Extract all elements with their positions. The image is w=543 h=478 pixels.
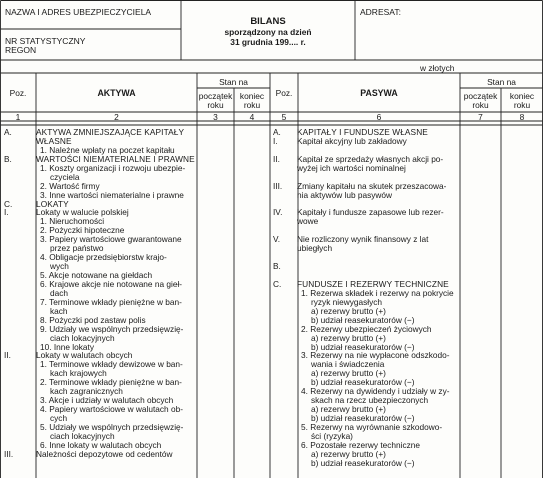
aktywa_rows-row-text: WARTOŚCI NIEMATERIALNE I PRAWNE	[36, 153, 195, 164]
pasywa_rows-row-text: 5. Rezerwy na wyrównanie szkodowo-	[301, 421, 443, 432]
pasywa_rows-row-text: Kapitał ze sprzedaży własnych akcji po-	[297, 153, 444, 164]
column-number-5: 5	[281, 112, 287, 122]
aktywa_rows-row-text: ciach lokacyjnych	[50, 332, 115, 343]
pasywa_rows-row-text: a) rezerwy brutto (+)	[311, 404, 386, 415]
aktywa-start-year-header-1: początek	[198, 91, 233, 101]
pasywa_rows-row-text: wowe	[297, 216, 319, 227]
pasywa_rows-row-text: b) udział reasekuratorów (−)	[311, 377, 415, 388]
aktywa_rows-row-text: 3. Akcje i udziały w walutach obcych	[40, 395, 174, 406]
pasywa_rows-row-text: b) udział reasekuratorów (−)	[311, 457, 415, 468]
column-number-1: 1	[15, 112, 21, 122]
pasywa-poz-header: Poz.	[275, 88, 293, 98]
aktywa_rows-row-text: WŁASNE	[36, 135, 72, 146]
pasywa_rows-row-text: wyżej ich wartości nominalnej	[297, 162, 406, 173]
pasywa_rows-row	[273, 137, 460, 146]
aktywa_rows-row	[4, 191, 197, 200]
aktywa-stan-na-header: Stan na	[219, 77, 248, 87]
aktywa_rows-row-text: 8. Pożyczki pod zastaw polis	[40, 314, 146, 325]
column-number-3: 3	[213, 112, 218, 122]
aktywa_rows-row-text: LOKATY	[36, 198, 69, 209]
aktywa_rows-row-text: dach	[50, 287, 68, 298]
aktywa_rows-row-label: B.	[4, 153, 12, 164]
aktywa_rows-row-label: C.	[4, 198, 13, 209]
pasywa_rows-row-label: C.	[273, 278, 282, 289]
pasywa_rows-row-label: I.	[273, 135, 278, 146]
pasywa_rows-row-text: a) rezerwy brutto (+)	[311, 305, 386, 316]
aktywa_rows-row-text: AKTYWA ZMNIEJSZAJĄCE KAPITAŁY	[36, 127, 185, 137]
aktywa_rows-row	[4, 128, 197, 137]
aktywa-items	[4, 128, 197, 459]
aktywa_rows-row-text: 1. Koszty organizacji i rozwoju ubezpie-	[40, 162, 186, 173]
aktywa-poz-header: Poz.	[9, 88, 27, 98]
insurer-name-address-label: NAZWA I ADRES UBEZPIECZYCIELA	[5, 7, 152, 17]
pasywa_rows-row-text: Nie rozliczony wynik finansowy z lat	[297, 234, 429, 245]
pasywa_rows-row-label: III.	[273, 180, 283, 191]
pasywa-start-year-header-1: początek	[463, 91, 498, 101]
aktywa-header: AKTYWA	[97, 88, 136, 98]
pasywa-items	[273, 128, 460, 468]
pasywa_rows-row-label: II.	[273, 153, 280, 164]
pasywa_rows-row-text: a) rezerwy brutto (+)	[311, 448, 386, 459]
aktywa_rows-row-text: czyciela	[50, 171, 80, 182]
aktywa_rows-row-text: Lokaty w walucie polskiej	[36, 207, 129, 218]
pasywa_rows-row-text: a) rezerwy brutto (+)	[311, 368, 386, 379]
aktywa_rows-row-text: 6. Inne lokaty w walutach obcych	[40, 439, 162, 450]
aktywa_rows-row	[4, 334, 197, 343]
aktywa_rows-row-text: wych	[50, 261, 69, 272]
aktywa_rows-row	[4, 164, 197, 173]
aktywa_rows-row-text: 9. Udziały we wspólnych przedsięwzię-	[40, 323, 184, 334]
aktywa_rows-row-text: 5. Akcje notowane na giełdach	[40, 270, 153, 280]
pasywa_rows-row-text: KAPITAŁY I FUNDUSZE WŁASNE	[297, 127, 428, 137]
aktywa_rows-row-text: 3. Papiery wartościowe gwarantowane	[40, 234, 182, 245]
pasywa_rows-row	[273, 244, 460, 253]
regon-label: REGON	[5, 45, 37, 55]
pasywa-end-year-header-2: roku	[513, 100, 531, 110]
aktywa_rows-row-text: kach zagranicznych	[50, 386, 123, 397]
pasywa_rows-row	[273, 459, 460, 468]
aktywa_rows-row-text: 1. Terminowe wkłady dewizowe w ban-	[40, 359, 183, 370]
aktywa-start-year-header-2: roku	[207, 100, 224, 110]
aktywa_rows-row	[4, 405, 197, 414]
statistical-number-label: NR STATYSTYCZNY	[5, 36, 86, 46]
aktywa-end-year-header-1: koniec	[239, 91, 265, 101]
document-title: BILANS	[250, 16, 286, 27]
aktywa_rows-row	[4, 173, 197, 182]
pasywa_rows-row	[273, 423, 460, 432]
pasywa_rows-row-text: nia aktywów lub pasywów	[297, 189, 392, 200]
pasywa_rows-row-text: skach na rzecz ubezpieczonych	[311, 395, 429, 406]
aktywa_rows-row	[4, 253, 197, 262]
column-number-7: 7	[478, 112, 483, 122]
pasywa_rows-row-text: b) udział reasekuratorów (−)	[311, 341, 415, 352]
aktywa_rows-row-text: 2. Pożyczki hipoteczne	[40, 225, 125, 236]
aktywa_rows-row-text: cych	[50, 413, 68, 423]
pasywa_rows-row	[273, 262, 460, 271]
pasywa_rows-row	[273, 217, 460, 226]
aktywa-end-year-header-2: roku	[243, 100, 261, 110]
pasywa_rows-row-text: 1. Rezerwa składek i rezerwy na pokrycie	[301, 287, 454, 298]
pasywa-header: PASYWA	[360, 88, 398, 98]
document-subtitle: sporządzony na dzień	[224, 27, 312, 37]
pasywa_rows-row	[273, 191, 460, 200]
aktywa_rows-row-text: Lokaty w walutach obcych	[36, 350, 133, 361]
pasywa_rows-row-text: 4. Rezerwy na dywidendy i udziały w zy-	[301, 386, 450, 397]
pasywa_rows-row-text: Zmiany kapitału na skutek przeszacowa-	[297, 180, 447, 191]
aktywa_rows-row-text: przez państwo	[50, 243, 104, 254]
balance-date: 31 grudnia 199.... r.	[230, 37, 306, 47]
pasywa_rows-row-text: b) udział reasekuratorów (−)	[311, 314, 415, 325]
pasywa_rows-row-label: B.	[273, 261, 281, 272]
column-number-6: 6	[376, 112, 382, 122]
aktywa_rows-row-text: 1. Nieruchomości	[40, 216, 105, 227]
aktywa_rows-row-label: I.	[4, 207, 9, 218]
aktywa_rows-row-text: 4. Papiery wartościowe w walutach ob-	[40, 404, 183, 415]
pasywa_rows-row-text: a) rezerwy brutto (+)	[311, 332, 386, 343]
pasywa_rows-row-label: V.	[273, 234, 281, 245]
aktywa_rows-row-text: Należności depozytowe od cedentów	[36, 448, 173, 459]
pasywa_rows-row-label: IV.	[273, 207, 283, 218]
pasywa_rows-row-text: ubiegłych	[297, 243, 333, 254]
aktywa_rows-row-text: 1. Należne wpłaty na poczet kapitału	[40, 144, 175, 155]
column-number-8: 8	[519, 112, 525, 122]
aktywa_rows-row	[4, 298, 197, 307]
addressee-label: ADRESAT:	[360, 7, 401, 17]
pasywa-start-year-header-2: roku	[472, 100, 489, 110]
pasywa_rows-row-text: FUNDUSZE I REZERWY TECHNICZNE	[297, 278, 449, 289]
pasywa_rows-row-text: 2. Rezerwy ubezpieczeń życiowych	[301, 323, 432, 334]
aktywa_rows-row-text: 4. Obligacje przedsiębiorstw krajo-	[40, 252, 167, 263]
aktywa_rows-row-label: A.	[4, 127, 12, 137]
aktywa_rows-row-text: 10. Inne lokaty	[40, 341, 94, 352]
pasywa_rows-row-text: ryzyk niewygasłych	[311, 296, 383, 307]
currency-note: w złotych	[420, 63, 455, 73]
column-number-2: 2	[114, 112, 119, 122]
pasywa_rows-row	[273, 253, 460, 262]
column-number-4: 4	[249, 112, 255, 122]
pasywa_rows-row-text: 3. Rezerwy na nie wypłacone odszkodo-	[301, 350, 450, 361]
aktywa_rows-row-text: kach krajowych	[50, 368, 107, 379]
aktywa_rows-row-text: kach	[50, 305, 68, 316]
aktywa_rows-row-label: III.	[4, 448, 14, 459]
pasywa_rows-row-text: wania i świadczenia	[311, 359, 385, 370]
aktywa_rows-row-text: 2. Terminowe wkłady pieniężne w ban-	[40, 377, 182, 388]
pasywa-end-year-header-1: koniec	[509, 91, 535, 101]
pasywa_rows-row-text: Kapitały i fundusze zapasowe lub rezer-	[297, 207, 444, 218]
aktywa_rows-row	[4, 280, 197, 289]
pasywa_rows-row-label: A.	[273, 127, 281, 137]
aktywa_rows-row-text: 3. Inne wartości niematerialne i prawne	[40, 189, 184, 200]
aktywa_rows-row-text: 6. Krajowe akcje nie notowane na gieł-	[40, 278, 183, 289]
pasywa_rows-row	[273, 164, 460, 173]
pasywa_rows-row-text: b) udział reasekuratorów (−)	[311, 413, 415, 423]
pasywa_rows-row-text: Kapitał akcyjny lub zakładowy	[297, 135, 407, 146]
aktywa_rows-row-text: 2. Wartość firmy	[40, 180, 100, 191]
aktywa_rows-row-text: 7. Terminowe wkłady pieniężne w ban-	[40, 296, 182, 307]
aktywa_rows-row-text: 5. Udziały we wspólnych przedsięwzię-	[40, 421, 184, 432]
aktywa_rows-row-text: ciach lokacyjnych	[50, 430, 115, 441]
aktywa_rows-row	[4, 450, 197, 459]
aktywa_rows-row-label: II.	[4, 350, 11, 361]
pasywa_rows-row-text: ści (ryzyka)	[311, 430, 353, 441]
pasywa_rows-row-text: 6. Pozostałe rezerwy techniczne	[301, 439, 420, 450]
pasywa-stan-na-header: Stan na	[487, 77, 516, 87]
